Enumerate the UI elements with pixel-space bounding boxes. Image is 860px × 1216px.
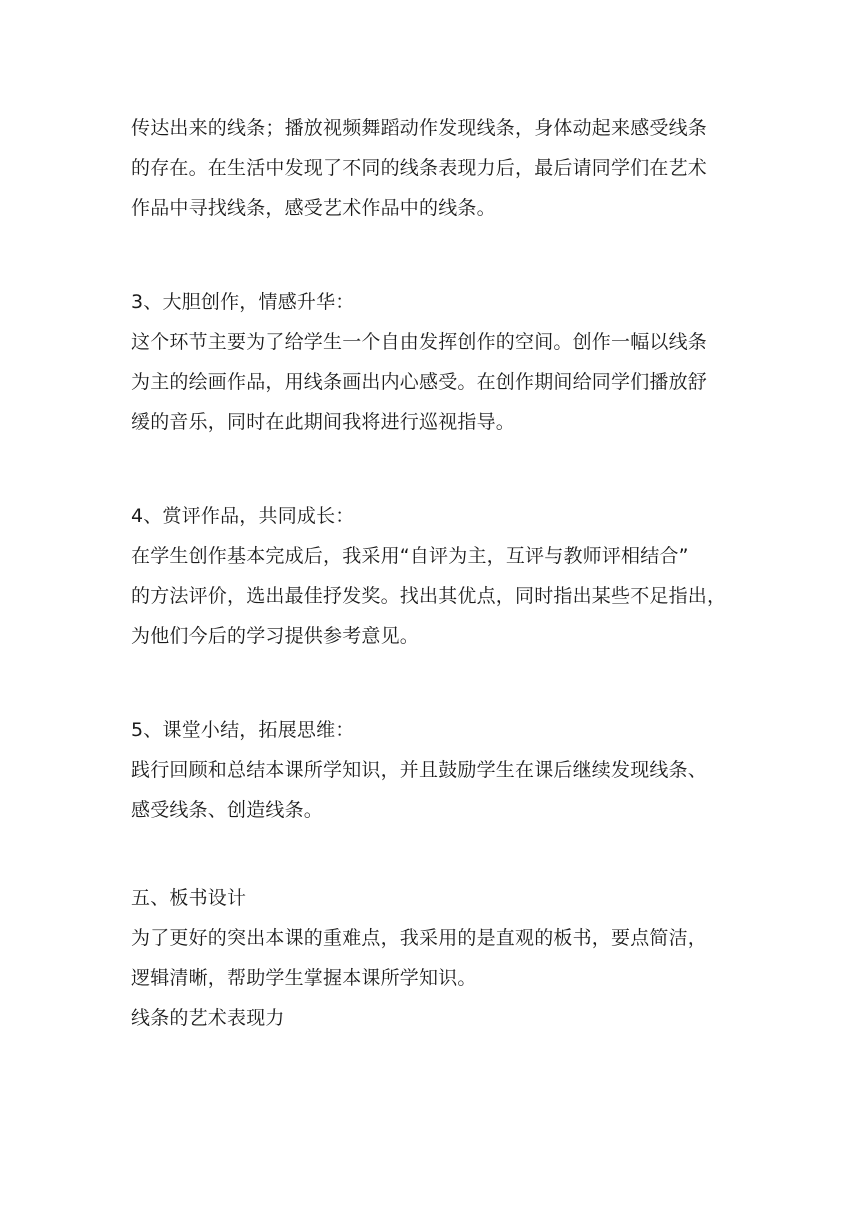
section-5-heading: 5、课堂小结，拓展思维：	[131, 719, 355, 741]
section-5	[131, 710, 731, 830]
paragraph-line: 缓的音乐，同时在此期间我将进行巡视指导。	[131, 411, 516, 433]
document-page	[131, 108, 731, 1038]
board-title: 线条的艺术表现力	[131, 1007, 285, 1029]
paragraph-line: 为他们今后的学习提供参考意见。	[131, 625, 420, 647]
paragraph-line: 逻辑清晰，帮助学生掌握本课所学知识。	[131, 967, 477, 989]
section-4-heading: 4、赏评作品，共同成长：	[131, 505, 355, 527]
paragraph-line: 传达出来的线条；播放视频舞蹈动作发现线条，身体动起来感受线条	[131, 117, 708, 139]
section-3	[131, 282, 731, 442]
paragraph-line: 的存在。在生活中发现了不同的线条表现力后，最后请同学们在艺术	[131, 157, 708, 179]
paragraph-line: 作品中寻找线条，感受艺术作品中的线条。	[131, 197, 496, 219]
section-3-heading: 3、大胆创作，情感升华：	[131, 291, 355, 313]
section-board-heading: 五、板书设计	[131, 887, 247, 909]
paragraph-line: 在学生创作基本完成后，我采用“自评为主，互评与教师评相结合”	[131, 545, 689, 567]
paragraph-line: 的方法评价，选出最佳抒发奖。找出其优点，同时指出某些不足指出，	[131, 585, 727, 607]
section-board-design	[131, 878, 731, 1038]
paragraph-line: 践行回顾和总结本课所学知识，并且鼓励学生在课后继续发现线条、	[131, 759, 708, 781]
intro-paragraph	[131, 108, 731, 228]
paragraph-line: 为主的绘画作品，用线条画出内心感受。在创作期间给同学们播放舒	[131, 371, 708, 393]
paragraph-line: 这个环节主要为了给学生一个自由发挥创作的空间。创作一幅以线条	[131, 331, 708, 353]
paragraph-line: 为了更好的突出本课的重难点，我采用的是直观的板书，要点简洁，	[131, 927, 708, 949]
section-4	[131, 496, 731, 656]
paragraph-line: 感受线条、创造线条。	[131, 799, 324, 821]
